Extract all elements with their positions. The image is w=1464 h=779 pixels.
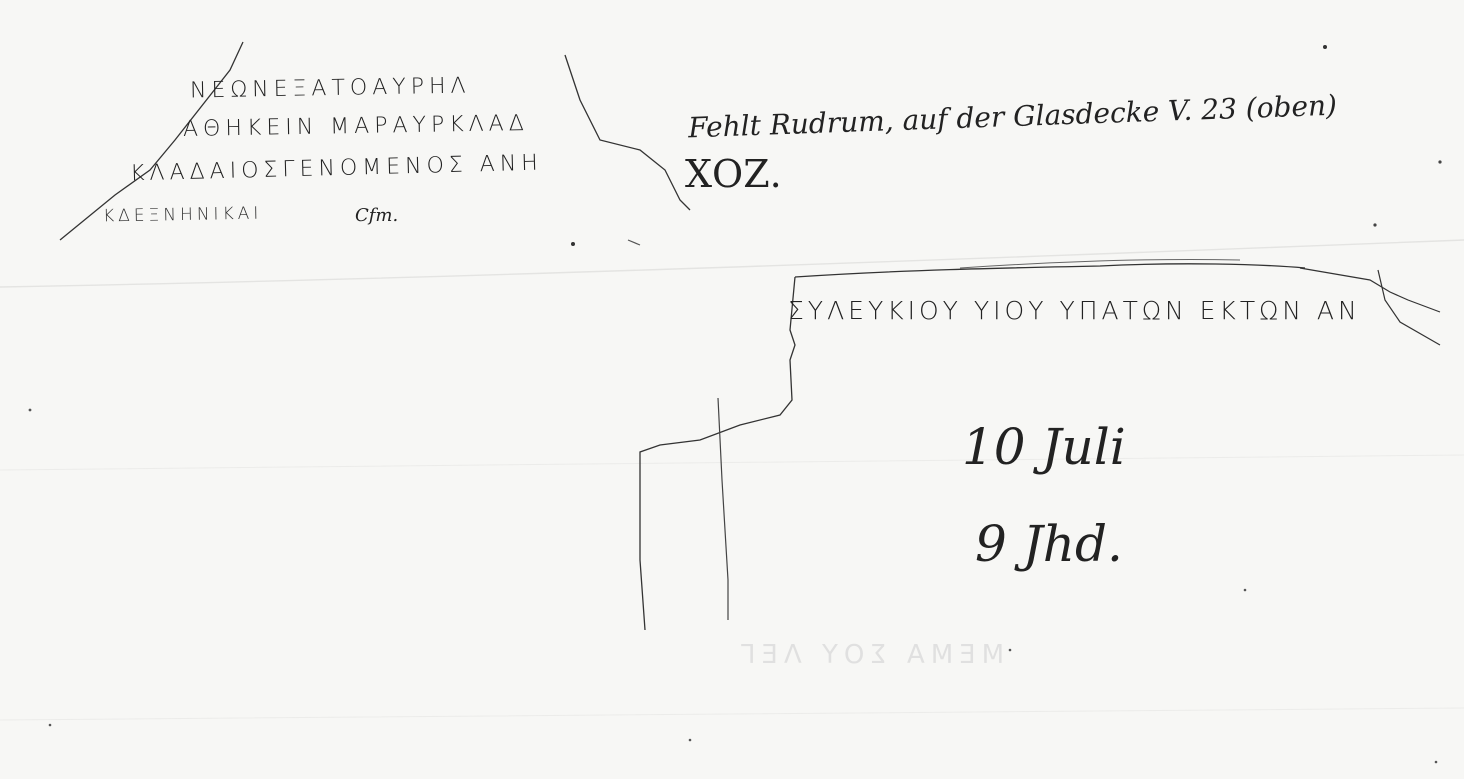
fragment-a-line-1: ΝΕΩΝΕΞΑΤΟΑΥΡΗΛ: [189, 73, 471, 104]
fragment-a-line-3: ΚΛΑΔΑΙΟΣΓΕΝΟΜΕΝΟΣ ΑΝΗ: [129, 150, 544, 187]
fragment-a-line-4: ΚΔΕΞΝΗΝΙΚΑΙ: [102, 203, 263, 227]
fragment-a-continuation: ΧΟΖ.: [685, 152, 782, 196]
fragment-a-line-2: ΑΘΗΚΕΙΝ ΜΑΡΑΥΡΚΛΑΔ: [182, 110, 530, 143]
fragment-b-line: ΣΥΛΕΥΚΙΟΥ ΥΙΟΥ ΥΠΑΤΩΝ ΕΚΤΩΝ ΑΝ: [788, 296, 1361, 325]
fragment-a-abbrev: Cfm.: [355, 205, 399, 226]
bleed-through-text: ΜΕΜΑ ΣΟΥ ΛΕΓ: [735, 640, 1005, 670]
handwritten-note-line-1: 10 Juli: [962, 418, 1126, 476]
handwritten-annotation: Fehlt Rudrum, auf der Glasdecke V. 23 (oben): [687, 88, 1338, 145]
handwritten-note-line-2: 9 Jhd.: [975, 515, 1123, 573]
